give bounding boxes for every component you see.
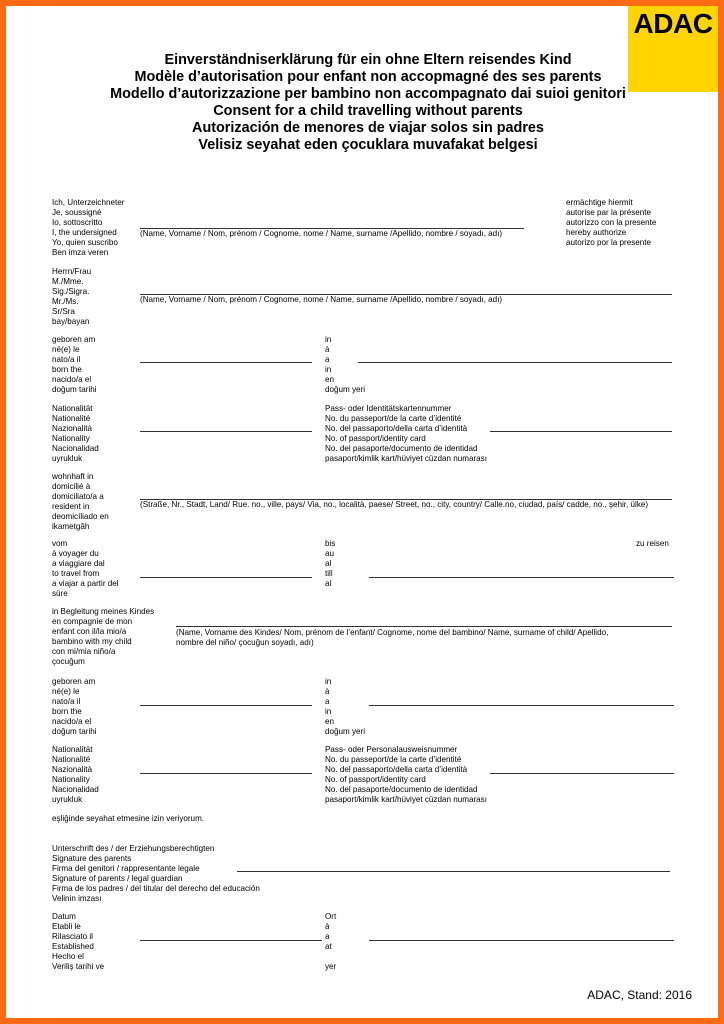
title-turkish: Velisiz seyahat eden çocuklara muvafakat belgesi (198, 136, 538, 153)
authorized-person-label: Herrn/Frau M./Mme. Sig./Sigra. Mr./Ms. Sr/Sra bay/bayan (52, 267, 92, 327)
travel-suffix: zu reisen (636, 539, 669, 548)
child-passport-number-label: Pass- oder Personalausweisnummer No. du passeport/de la carte d’identité No. del passaporto/della carta d’identità No. of passport/identity card No. del pasaporte/documento de identidad pasaport/kimlik kart/hüviyet cüzdan numarası (325, 745, 487, 805)
birth-place-label: in à a in en doğum yeri (325, 335, 366, 395)
authorized-person-name-caption: (Name, Vorname / Nom, prénom / Cognome, nome / Name, surname /Apellido, nombre / soyadı, adı) (140, 295, 503, 304)
passport-number-label: Pass- oder Identitätskartennummer No. du passeport/de la carte d’identité No. del passaporto/della carta d’identità No. of passport/identity card No. del pasaporte/documento de identidad pasaport/kimlik kart/hüviyet cüzdan numarası (325, 404, 487, 464)
child-name-caption: (Name, Vorname des Kindes/ Nom, prénom de l’enfant/ Cognome, nome del bambino/ Name, surname of child/ Apellido, nombre del niño/ çocuğun soyadı, adı) (176, 628, 609, 648)
logo-text: ADAC (633, 8, 713, 39)
nationality-field[interactable] (140, 431, 312, 432)
signature-field[interactable] (237, 871, 670, 872)
child-birth-place-label: in à a in en doğum yeri (325, 677, 366, 737)
accompanying-child-label: in Begleitung meines Kindes en compagnie de mon enfant con il/la mio/a bambino with my child con mi/mia niño/a çocuğum (52, 607, 155, 667)
undersigned-name-caption: (Name, Vorname / Nom, prénom / Cognome, nome / Name, surname /Apellido, nombre / soyadı, adı) (140, 229, 503, 238)
issue-place-label: Ort à a at yer (325, 912, 337, 972)
title-italian: Modello d’autorizzazione per bambino non accompagnato dai suioi genitori (110, 85, 626, 102)
issue-date-field[interactable] (140, 940, 322, 941)
child-passport-number-field[interactable] (490, 773, 674, 774)
footer-version: ADAC, Stand: 2016 (587, 988, 692, 1002)
signature-label: Unterschrift des / der Erziehungsberechtigten Signature des parents Firma del genitori / rappresentante legale Signature of parents / legal guardian Firma de los padres / del titular del derecho del educación Velinin imzası (52, 844, 260, 904)
travel-until-field[interactable] (369, 577, 674, 578)
child-nationality-field[interactable] (140, 773, 312, 774)
travel-until-label: bis au al till al (325, 539, 336, 589)
child-birth-date-field[interactable] (140, 705, 312, 706)
residence-label: wohnhaft in domicilié à domiciliato/a a resident in deomicíliado en ikametgâh (52, 472, 109, 532)
consent-statement: eşliğinde seyahat etmesine izin veriyorum. (52, 814, 205, 823)
child-nationality-label: Nationalität Nationalité Nazionalità Nationality Nacionalidad uyrukluk (52, 745, 99, 805)
nationality-label: Nationalität Nationalité Nazionalità Nationality Nacionalidad uyrukluk (52, 404, 99, 464)
child-birth-date-label: geboren am né(e) le nato/a il born the nacido/a el doğum tarihi (52, 677, 97, 737)
birth-place-field[interactable] (358, 362, 672, 363)
title-spanish: Autorización de menores de viajar solos sin padres (192, 119, 544, 136)
travel-from-field[interactable] (140, 577, 312, 578)
residence-address-caption: (Straße, Nr., Stadt, Land/ Rue. no., ville, pays/ Via, no., località, paese/ Street, no., city, country/ Calle.no, ciudad, país/ cadde, no., şehir, ülke) (140, 500, 649, 509)
undersigned-label: Ich, Unterzeichneter Je, soussigné Io, sottoscritto I, the undersigned Yo, quien suscribo Ben imza veren (52, 198, 125, 258)
title-french: Modèle d’autorisation pour enfant non accopmagné des ses parents (134, 68, 602, 85)
child-name-field[interactable] (176, 626, 672, 627)
passport-number-field[interactable] (490, 431, 672, 432)
title-german: Einverständniserklärung für ein ohne Eltern reisendes Kind (164, 52, 572, 68)
title-english: Consent for a child travelling without parents (213, 102, 523, 119)
issue-date-label: Datum Etabli le Rilasciato il Established Hecho el Veriliş tarihi ve (52, 912, 105, 972)
birth-date-field[interactable] (140, 362, 312, 363)
authorize-label: ermächtige hiermit autorise par la présente autorizzo con la presente hereby authorize autorizo por la presente (566, 198, 657, 248)
issue-place-field[interactable] (369, 940, 674, 941)
travel-from-label: vom à voyager du a viaggiare dal to travel from a viajar a partir del süre (52, 539, 119, 599)
form-titles (6, 52, 724, 153)
birth-date-label: geboren am né(e) le nato/a il born the nacido/a el doğum tarihi (52, 335, 97, 395)
child-birth-place-field[interactable] (369, 705, 674, 706)
